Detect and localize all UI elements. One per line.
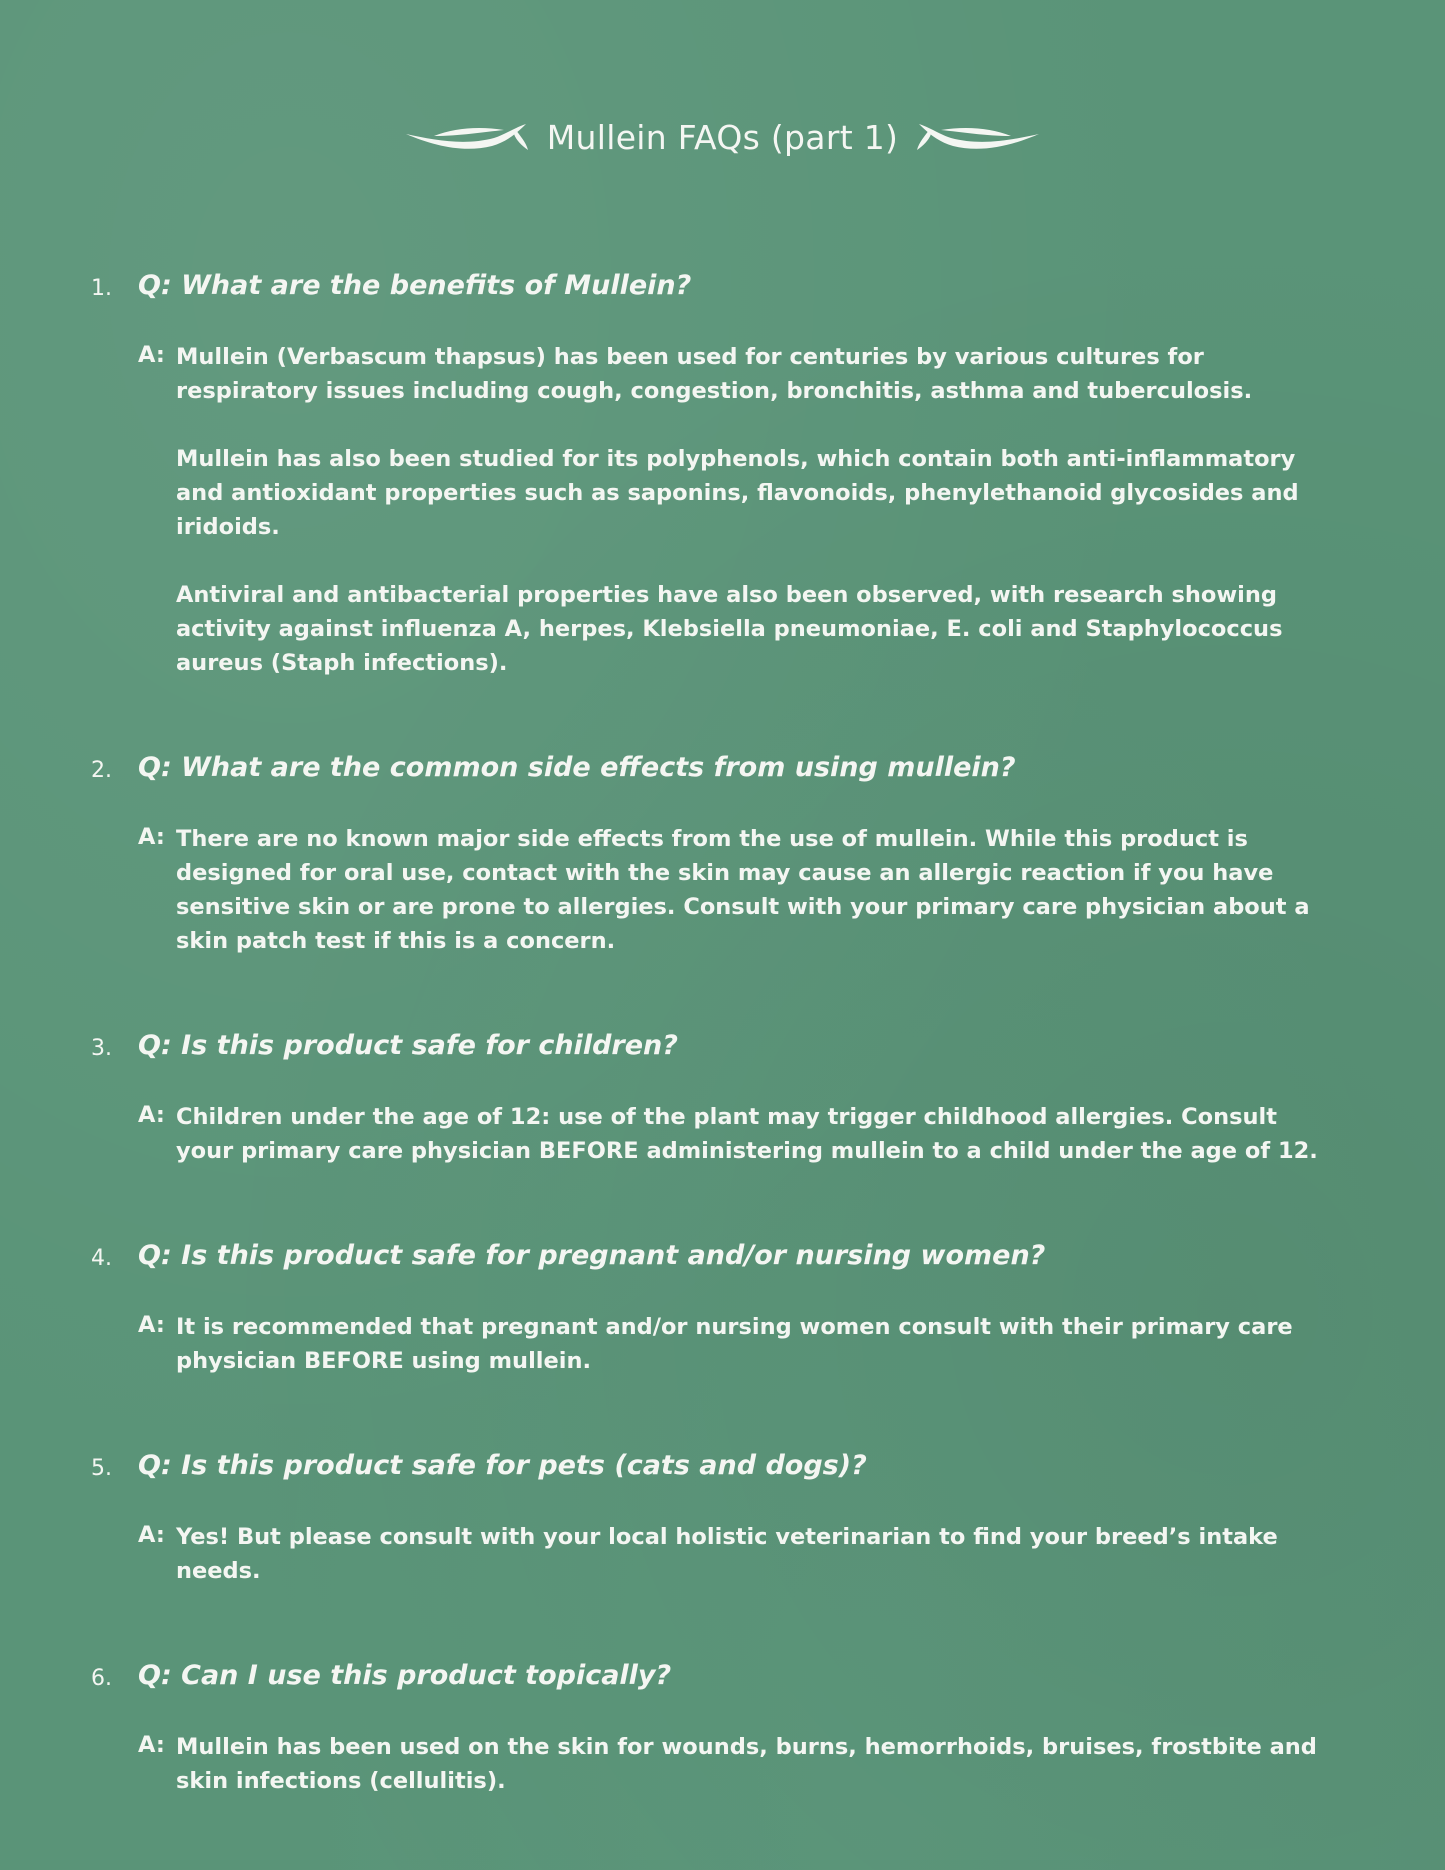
- faq-question: Q: What are the benefits of Mullein?: [138, 270, 692, 301]
- faq-number: 4.: [91, 1246, 112, 1271]
- answer-label: A:: [138, 342, 165, 368]
- faq-answer: [176, 1100, 1336, 1168]
- left-flourish-icon: [404, 120, 529, 156]
- faq-number: 2.: [91, 758, 112, 783]
- faq-answer: [176, 1730, 1336, 1798]
- faq-question: Q: Is this product safe for pets (cats and dogs)?: [138, 1450, 867, 1481]
- faq-answer: [176, 340, 1336, 680]
- answer-paragraph: Antiviral and antibacterial properties have also been observed, with research showing activity against influenza A, herpes, Klebsiella pneumoniae, E. coli and Staphylococcus aureus (Staph infections).: [176, 582, 1283, 676]
- answer-paragraph: Mullein has been used on the skin for wounds, burns, hemorrhoids, bruises, frostbite and skin infections (cellulitis).: [176, 1734, 1317, 1794]
- faq-question: Q: What are the common side effects from using mullein?: [138, 752, 1016, 783]
- answer-label: A:: [138, 1732, 165, 1758]
- faq-number: 5.: [91, 1456, 112, 1481]
- answer-paragraph: There are no known major side effects from the use of mullein. While this product is designed for oral use, contact with the skin may cause an allergic reaction if you have sensitive skin or are prone to allergies. Consult with your primary care physician about a skin patch test if this is a concern.: [176, 826, 1310, 954]
- answer-paragraph: It is recommended that pregnant and/or nursing women consult with their primary care physician BEFORE using mullein.: [176, 1314, 1293, 1374]
- faq-answer: [176, 1310, 1336, 1378]
- faq-number: 6.: [91, 1666, 112, 1691]
- faq-question: Q: Is this product safe for children?: [138, 1030, 678, 1061]
- faq-question: Q: Can I use this product topically?: [138, 1660, 672, 1691]
- answer-label: A:: [138, 1522, 165, 1548]
- faq-question: Q: Is this product safe for pregnant and/or nursing women?: [138, 1240, 1046, 1271]
- faq-number: 3.: [91, 1036, 112, 1061]
- answer-paragraph: Children under the age of 12: use of the plant may trigger childhood allergies. Consult your primary care physician BEFORE administering mullein to a child under the age of 12.: [176, 1104, 1318, 1164]
- answer-paragraph: Mullein has also been studied for its polyphenols, which contain both anti-inflammatory and antioxidant properties such as saponins, flavonoids, phenylethanoid glycosides and iridoids.: [176, 446, 1299, 540]
- faq-number: 1.: [91, 276, 112, 301]
- answer-paragraph: Mullein (Verbascum thapsus) has been used for centuries by various cultures for respiratory issues including cough, congestion, bronchitis, asthma and tuberculosis.: [176, 344, 1253, 404]
- title-row: [0, 118, 1445, 157]
- answer-label: A:: [138, 824, 165, 850]
- answer-label: A:: [138, 1312, 165, 1338]
- faq-answer: [176, 822, 1336, 958]
- right-flourish-icon: [916, 120, 1041, 156]
- page-title: Mullein FAQs (part 1): [546, 118, 899, 157]
- faq-answer: [176, 1520, 1336, 1588]
- answer-label: A:: [138, 1102, 165, 1128]
- answer-paragraph: Yes! But please consult with your local holistic veterinarian to find your breed’s intake needs.: [176, 1524, 1278, 1584]
